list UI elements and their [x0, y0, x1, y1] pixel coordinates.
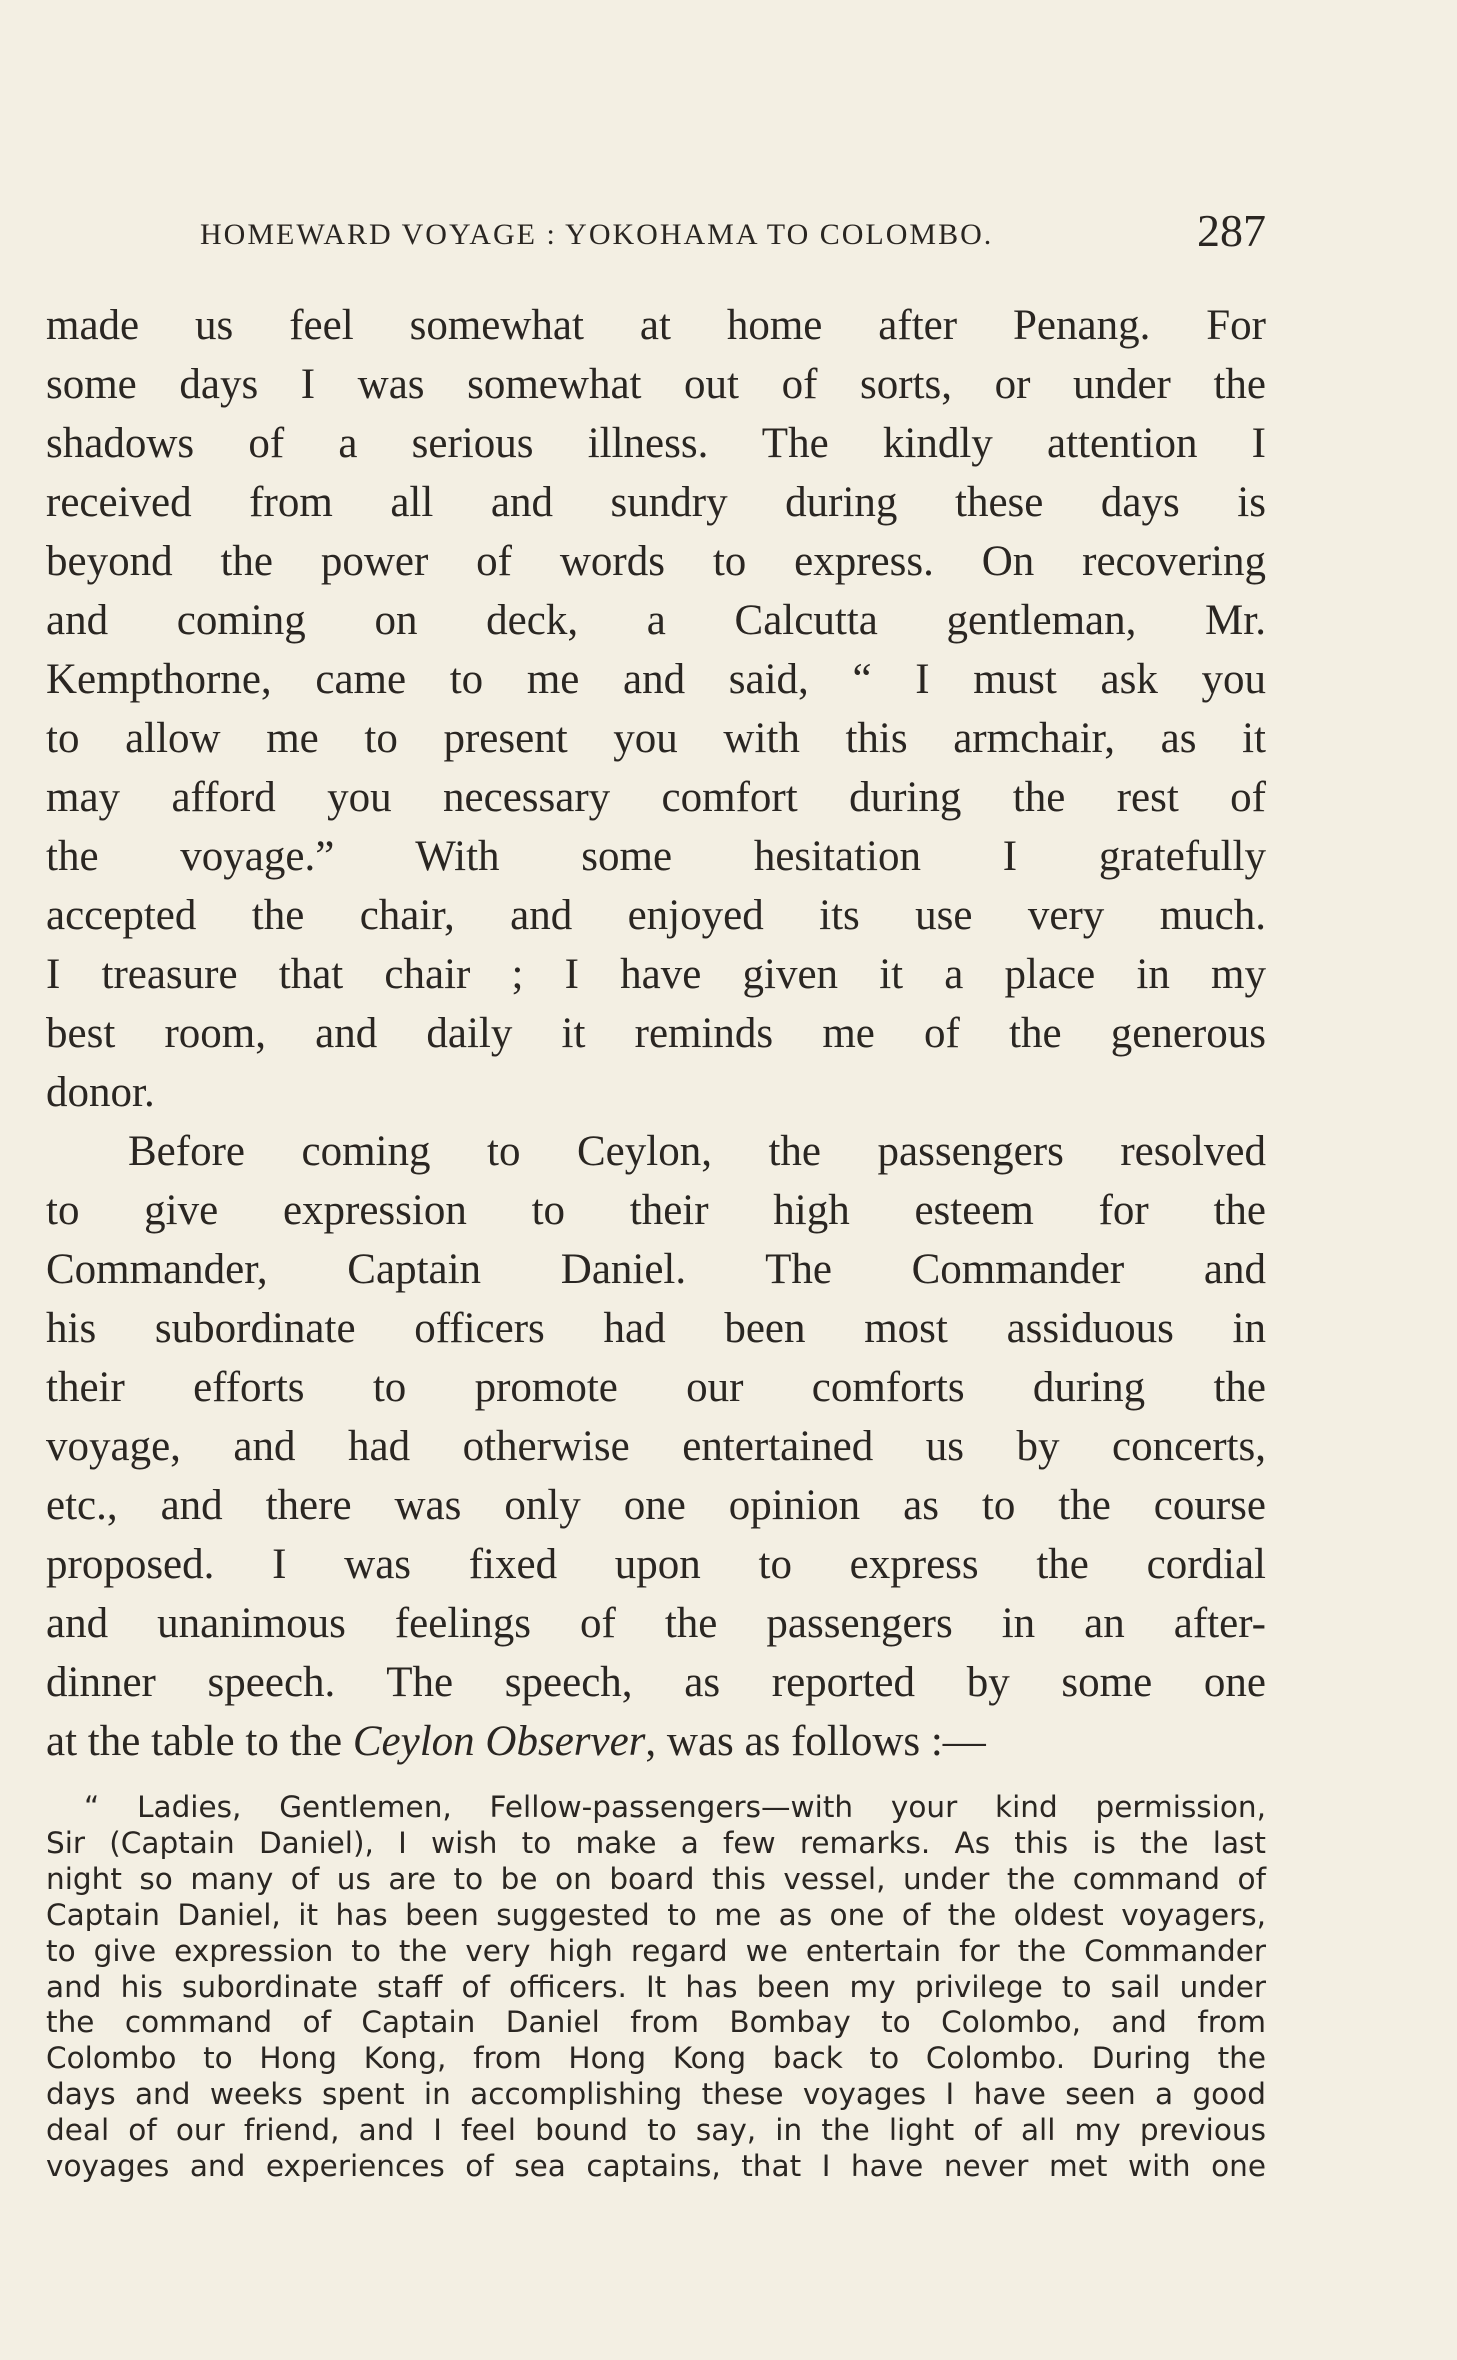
- text-line: the voyage.” With some hesitation I gratefully: [46, 833, 1266, 880]
- text-line: to allow me to present you with this armchair, as it: [46, 715, 1266, 762]
- text-line: Commander, Captain Daniel. The Commander and: [46, 1246, 1266, 1293]
- text-line: accepted the chair, and enjoyed its use very much.: [46, 892, 1266, 939]
- quote-line: Captain Daniel, it has been suggested to me as one of the oldest voyagers,: [46, 1897, 1266, 1932]
- text-line: Kempthorne, came to me and said, “ I must ask you: [46, 656, 1266, 703]
- text-fragment: at the table to the: [46, 1718, 353, 1765]
- quote-line: days and weeks spent in accomplishing these voyages I have seen a good: [46, 2077, 1266, 2112]
- quote-line: Colombo to Hong Kong, from Hong Kong back to Colombo. During the: [46, 2041, 1266, 2076]
- text-line: I treasure that chair ; I have given it a place in my: [46, 951, 1266, 998]
- paragraph-1: [46, 296, 1266, 1122]
- text-line: shadows of a serious illness. The kindly attention I: [46, 420, 1266, 467]
- text-line: may afford you necessary comfort during the rest of: [46, 774, 1266, 821]
- text-fragment: , was as follows :—: [645, 1718, 986, 1765]
- text-line: and unanimous feelings of the passengers in an after-: [46, 1600, 1266, 1647]
- text-line-final: [46, 1712, 1266, 1771]
- text-line: received from all and sundry during these days is: [46, 479, 1266, 526]
- quote-line: voyages and experiences of sea captains, that I have never met with one: [46, 2149, 1266, 2184]
- text-line: his subordinate officers had been most assiduous in: [46, 1305, 1266, 1352]
- quote-line: Sir (Captain Daniel), I wish to make a few remarks. As this is the last: [46, 1825, 1266, 1860]
- publication-title: Ceylon Observer: [352, 1718, 646, 1765]
- text-line: to give expression to their high esteem for the: [46, 1187, 1266, 1234]
- text-line: some days I was somewhat out of sorts, or under the: [46, 361, 1266, 408]
- quote-line: the command of Captain Daniel from Bombay to Colombo, and from: [46, 2005, 1266, 2040]
- text-line: donor.: [46, 1069, 155, 1116]
- running-title: HOMEWARD VOYAGE : YOKOHAMA TO COLOMBO.: [200, 218, 994, 251]
- quote-line: to give expression to the very high regard we entertain for the Commander: [46, 1933, 1266, 1968]
- text-line: made us feel somewhat at home after Penang. For: [46, 302, 1266, 349]
- quote-line: deal of our friend, and I feel bound to say, in the light of all my previous: [46, 2113, 1266, 2148]
- text-line: their efforts to promote our comforts during the: [46, 1364, 1266, 1411]
- paragraph-2: [46, 1122, 1266, 1771]
- text-line: Before coming to Ceylon, the passengers resolved: [128, 1128, 1266, 1175]
- page-number: 287: [1197, 205, 1266, 256]
- quoted-speech: [46, 1790, 1266, 2185]
- quote-line: night so many of us are to be on board this vessel, under the command of: [46, 1861, 1266, 1896]
- text-line: beyond the power of words to express. On recovering: [46, 538, 1266, 585]
- quote-line: “ Ladies, Gentlemen, Fellow-passengers—with your kind permission,: [84, 1790, 1266, 1824]
- text-line: voyage, and had otherwise entertained us by concerts,: [46, 1423, 1266, 1470]
- text-line: and coming on deck, a Calcutta gentleman, Mr.: [46, 597, 1266, 644]
- text-line: dinner speech. The speech, as reported by some one: [46, 1659, 1266, 1706]
- body-text: [46, 296, 1266, 1771]
- text-line: etc., and there was only one opinion as to the course: [46, 1482, 1266, 1529]
- quote-line: and his subordinate staff of officers. It has been my privilege to sail under: [46, 1969, 1266, 2004]
- text-line: best room, and daily it reminds me of the generous: [46, 1010, 1266, 1057]
- text-line: proposed. I was fixed upon to express the cordial: [46, 1541, 1266, 1588]
- running-head: [46, 204, 1266, 264]
